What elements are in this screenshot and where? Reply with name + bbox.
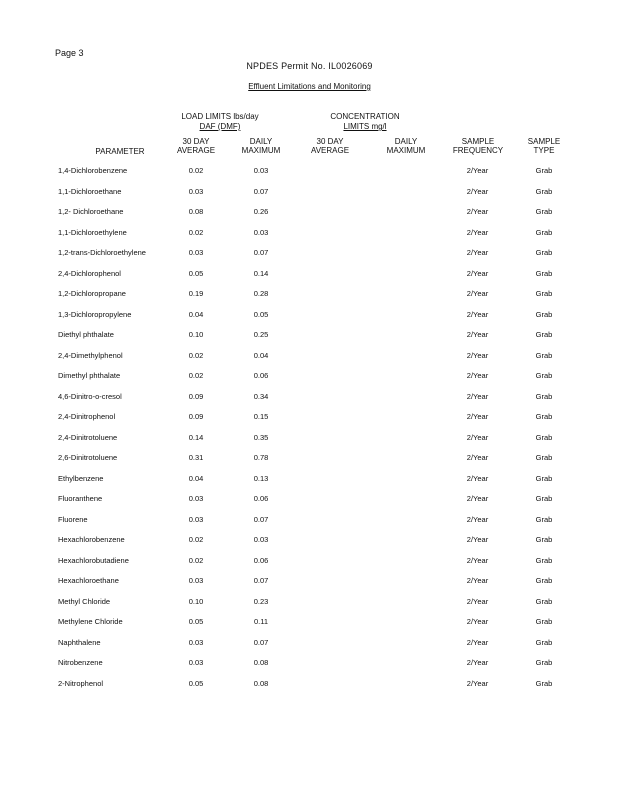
frequency-cell: 2/Year: [466, 309, 489, 319]
load-limits-group: [160, 112, 280, 132]
parameter-cell: Dimethyl phthalate: [58, 371, 121, 380]
parameter-cell: Hexachlorobenzene: [58, 535, 125, 544]
table-row: [0, 371, 619, 383]
avg30-cell: 0.09: [188, 391, 204, 401]
daily-max-cell: 0.07: [253, 576, 269, 585]
table-row: [0, 515, 619, 527]
frequency-cell: 2/Year: [466, 678, 489, 688]
table-row: [0, 269, 619, 281]
avg30-cell: 0.02: [188, 371, 204, 380]
parameter-cell: 1,2-trans-Dichloroethylene: [58, 248, 146, 257]
table-row: [0, 433, 619, 445]
frequency-cell: 2/Year: [466, 596, 489, 606]
load-max-line1: DAILY: [249, 137, 273, 146]
daily-max-cell: 0.06: [253, 555, 269, 565]
daily-max-cell: 0.03: [253, 535, 269, 544]
frequency-cell: 2/Year: [466, 494, 489, 503]
daily-max-cell: 0.07: [253, 248, 269, 257]
table-row: [0, 351, 619, 363]
avg30-cell: 0.19: [188, 289, 204, 298]
daily-max-cell: 0.06: [253, 494, 269, 503]
table-row: [0, 597, 619, 609]
parameter-cell: 1,1-Dichloroethylene: [58, 227, 127, 237]
frequency-cell: 2/Year: [466, 637, 489, 647]
parameter-cell: Ethylbenzene: [58, 473, 104, 483]
parameter-cell: 1,3-Dichloropropylene: [58, 309, 132, 319]
sample-type-cell: Grab: [535, 166, 553, 175]
sample-type-cell: Grab: [535, 412, 553, 421]
concentration-subtitle: LIMITS mg/l: [343, 122, 387, 131]
parameter-cell: 1,2-Dichloropropane: [58, 289, 126, 298]
parameter-cell: Methyl Chloride: [58, 596, 111, 606]
column-header-conc-avg: [300, 137, 360, 155]
parameter-cell: 2-Nitrophenol: [58, 678, 104, 688]
daily-max-cell: 0.03: [253, 166, 269, 175]
frequency-cell: 2/Year: [466, 330, 489, 339]
parameter-cell: Fluorene: [58, 514, 88, 524]
sample-type-cell: Grab: [535, 576, 553, 585]
table-row: [0, 248, 619, 260]
conc-avg-line2: AVERAGE: [310, 146, 350, 155]
page-label: Page 3: [55, 48, 84, 58]
parameter-cell: Diethyl phthalate: [58, 330, 114, 339]
column-header-frequency: [444, 137, 512, 155]
sample-type-cell: Grab: [535, 637, 553, 647]
avg30-cell: 0.02: [188, 227, 204, 237]
column-header-load-max: [231, 137, 291, 155]
avg30-cell: 0.05: [188, 268, 204, 278]
frequency-line1: SAMPLE: [461, 137, 495, 146]
daily-max-cell: 0.11: [253, 617, 269, 626]
sample-type-cell: Grab: [535, 371, 553, 380]
table-row: [0, 187, 619, 199]
sample-type-cell: Grab: [535, 678, 553, 688]
daily-max-cell: 0.04: [253, 350, 269, 360]
avg30-cell: 0.03: [188, 248, 204, 257]
frequency-cell: 2/Year: [466, 391, 489, 401]
sample-type-cell: Grab: [535, 432, 553, 442]
sample-type-cell: Grab: [535, 248, 553, 257]
daily-max-cell: 0.13: [253, 473, 269, 483]
parameter-cell: 2,4-Dimethylphenol: [58, 350, 123, 360]
parameter-cell: Hexachlorobutadiene: [58, 555, 129, 565]
avg30-cell: 0.02: [188, 535, 204, 544]
avg30-cell: 0.05: [188, 678, 204, 688]
parameter-cell: Fluoranthene: [58, 494, 103, 503]
sample-type-cell: Grab: [535, 268, 553, 278]
type-line1: SAMPLE: [527, 137, 561, 146]
avg30-cell: 0.03: [188, 576, 204, 585]
avg30-cell: 0.10: [188, 330, 204, 339]
daily-max-cell: 0.23: [253, 596, 269, 606]
section-title: [0, 82, 619, 91]
type-line2: TYPE: [533, 146, 555, 155]
frequency-cell: 2/Year: [466, 227, 489, 237]
sample-type-cell: Grab: [535, 289, 553, 298]
frequency-cell: 2/Year: [466, 555, 489, 565]
concentration-limits-group: [305, 112, 425, 132]
sample-type-cell: Grab: [535, 453, 553, 462]
frequency-cell: 2/Year: [466, 248, 489, 257]
parameter-cell: 2,4-Dinitrophenol: [58, 412, 116, 421]
avg30-cell: 0.03: [188, 658, 204, 667]
daily-max-cell: 0.28: [253, 289, 269, 298]
frequency-cell: 2/Year: [466, 207, 489, 216]
column-header-type: [519, 137, 569, 155]
frequency-cell: 2/Year: [466, 473, 489, 483]
daily-max-cell: 0.35: [253, 432, 269, 442]
parameter-cell: 2,6-Dinitrotoluene: [58, 453, 118, 462]
sample-type-cell: Grab: [535, 207, 553, 216]
daily-max-cell: 0.26: [253, 207, 269, 216]
load-avg-line1: 30 DAY: [182, 137, 210, 146]
sample-type-cell: Grab: [535, 227, 553, 237]
frequency-cell: 2/Year: [466, 166, 489, 175]
daily-max-cell: 0.03: [253, 227, 269, 237]
avg30-cell: 0.08: [188, 207, 204, 216]
table-row: [0, 310, 619, 322]
column-header-load-avg: [166, 137, 226, 155]
parameter-cell: Methylene Chloride: [58, 617, 123, 626]
table-row: [0, 494, 619, 506]
table-row: [0, 638, 619, 650]
daily-max-cell: 0.05: [253, 309, 269, 319]
frequency-cell: 2/Year: [466, 268, 489, 278]
sample-type-cell: Grab: [535, 391, 553, 401]
sample-type-cell: Grab: [535, 309, 553, 319]
frequency-cell: 2/Year: [466, 576, 489, 585]
table-row: [0, 576, 619, 588]
parameter-cell: 2,4-Dinitrotoluene: [58, 432, 118, 442]
sample-type-cell: Grab: [535, 596, 553, 606]
avg30-cell: 0.03: [188, 494, 204, 503]
parameter-cell: Hexachloroethane: [58, 576, 119, 585]
table-row: [0, 207, 619, 219]
frequency-cell: 2/Year: [466, 453, 489, 462]
avg30-cell: 0.14: [188, 432, 204, 442]
daily-max-cell: 0.78: [253, 453, 269, 462]
daily-max-cell: 0.08: [253, 678, 269, 688]
table-row: [0, 412, 619, 424]
table-row: [0, 658, 619, 670]
sample-type-cell: Grab: [535, 350, 553, 360]
permit-number: NPDES Permit No. IL0026069: [246, 61, 373, 71]
conc-avg-line1: 30 DAY: [316, 137, 344, 146]
table-row: [0, 679, 619, 691]
parameter-cell: Nitrobenzene: [58, 658, 103, 667]
daily-max-cell: 0.06: [253, 371, 269, 380]
table-row: [0, 617, 619, 629]
daily-max-cell: 0.15: [253, 412, 269, 421]
parameter-cell: 1,4-Dichlorobenzene: [58, 166, 128, 175]
sample-type-cell: Grab: [535, 330, 553, 339]
table-row: [0, 535, 619, 547]
table-row: [0, 556, 619, 568]
frequency-line2: FREQUENCY: [452, 146, 504, 155]
sample-type-cell: Grab: [535, 658, 553, 667]
load-max-line2: MAXIMUM: [241, 146, 281, 155]
daily-max-cell: 0.07: [253, 514, 269, 524]
column-header-parameter: PARAMETER: [95, 147, 145, 156]
parameter-cell: Naphthalene: [58, 637, 101, 647]
avg30-cell: 0.03: [188, 637, 204, 647]
avg30-cell: 0.31: [188, 453, 204, 462]
table-row: [0, 474, 619, 486]
frequency-cell: 2/Year: [466, 535, 489, 544]
avg30-cell: 0.09: [188, 412, 204, 421]
avg30-cell: 0.10: [188, 596, 204, 606]
load-avg-line2: AVERAGE: [176, 146, 216, 155]
parameter-cell: 1,1-Dichloroethane: [58, 186, 122, 196]
sample-type-cell: Grab: [535, 555, 553, 565]
frequency-cell: 2/Year: [466, 432, 489, 442]
table-row: [0, 289, 619, 301]
parameter-cell: 4,6-Dinitro-o-cresol: [58, 391, 122, 401]
table-row: [0, 392, 619, 404]
table-row: [0, 453, 619, 465]
sample-type-cell: Grab: [535, 186, 553, 196]
parameter-cell: 2,4-Dichlorophenol: [58, 268, 121, 278]
daily-max-cell: 0.07: [253, 186, 269, 196]
frequency-cell: 2/Year: [466, 412, 489, 421]
daily-max-cell: 0.08: [253, 658, 269, 667]
avg30-cell: 0.03: [188, 514, 204, 524]
load-limits-title: LOAD LIMITS lbs/day: [181, 112, 259, 121]
sample-type-cell: Grab: [535, 494, 553, 503]
frequency-cell: 2/Year: [466, 658, 489, 667]
table-row: [0, 330, 619, 342]
load-limits-subtitle: DAF (DMF): [199, 122, 241, 131]
daily-max-cell: 0.07: [253, 637, 269, 647]
concentration-title: CONCENTRATION: [330, 112, 400, 121]
column-header-conc-max: [376, 137, 436, 155]
conc-max-line1: DAILY: [394, 137, 418, 146]
avg30-cell: 0.02: [188, 166, 204, 175]
frequency-cell: 2/Year: [466, 514, 489, 524]
frequency-cell: 2/Year: [466, 371, 489, 380]
avg30-cell: 0.04: [188, 309, 204, 319]
avg30-cell: 0.02: [188, 350, 204, 360]
sample-type-cell: Grab: [535, 535, 553, 544]
frequency-cell: 2/Year: [466, 617, 489, 626]
table-row: [0, 166, 619, 178]
frequency-cell: 2/Year: [466, 289, 489, 298]
parameter-cell: 1,2- Dichloroethane: [58, 207, 124, 216]
frequency-cell: 2/Year: [466, 186, 489, 196]
daily-max-cell: 0.25: [253, 330, 269, 339]
daily-max-cell: 0.34: [253, 391, 269, 401]
table-row: [0, 228, 619, 240]
frequency-cell: 2/Year: [466, 350, 489, 360]
avg30-cell: 0.03: [188, 186, 204, 196]
daily-max-cell: 0.14: [253, 268, 269, 278]
conc-max-line2: MAXIMUM: [386, 146, 426, 155]
avg30-cell: 0.02: [188, 555, 204, 565]
section-title-text: Effluent Limitations and Monitoring: [248, 82, 371, 91]
sample-type-cell: Grab: [535, 473, 553, 483]
sample-type-cell: Grab: [535, 514, 553, 524]
avg30-cell: 0.05: [188, 617, 204, 626]
sample-type-cell: Grab: [535, 617, 553, 626]
avg30-cell: 0.04: [188, 473, 204, 483]
